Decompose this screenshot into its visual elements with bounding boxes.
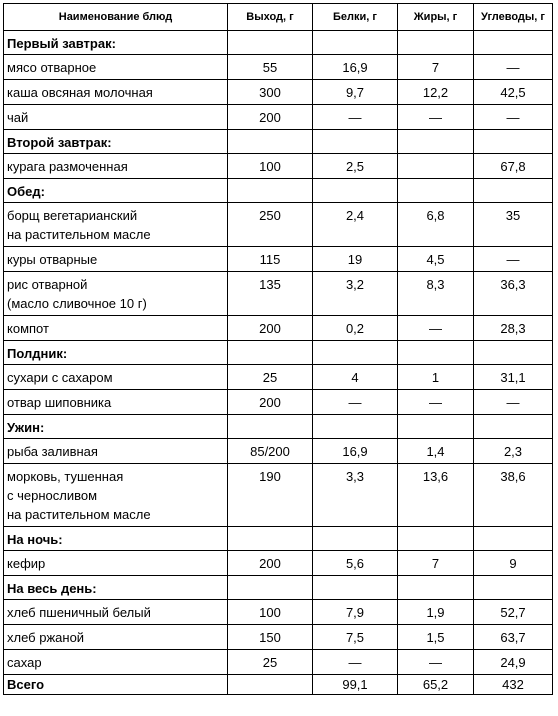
empty-cell (313, 179, 398, 203)
section-row (4, 527, 553, 551)
protein-cell: 2,5 (313, 154, 398, 179)
carbs-cell: 63,7 (474, 625, 553, 650)
fat-cell: 8,3 (398, 272, 474, 316)
output-cell: 135 (228, 272, 313, 316)
empty-cell (228, 179, 313, 203)
table-row (4, 105, 553, 130)
dish-name-cell: каша овсяная молочная (4, 80, 228, 105)
protein-cell: — (313, 390, 398, 415)
dish-name-cell: хлеб ржаной (4, 625, 228, 650)
carbs-cell: 36,3 (474, 272, 553, 316)
carbs-cell: — (474, 105, 553, 130)
output-cell: 200 (228, 316, 313, 341)
fat-cell: 4,5 (398, 247, 474, 272)
protein-cell: — (313, 105, 398, 130)
carbs-cell: 31,1 (474, 365, 553, 390)
empty-cell (228, 576, 313, 600)
output-cell: 200 (228, 551, 313, 576)
output-cell: 115 (228, 247, 313, 272)
empty-cell (313, 130, 398, 154)
carbs-cell: 24,9 (474, 650, 553, 675)
fat-cell: 7 (398, 551, 474, 576)
carbs-cell: — (474, 247, 553, 272)
table-row (4, 272, 553, 316)
protein-cell: 4 (313, 365, 398, 390)
dish-name-cell: хлеб пшеничный белый (4, 600, 228, 625)
menu-table-container (3, 3, 553, 695)
section-title: Обед: (4, 179, 228, 203)
fat-cell: 65,2 (398, 675, 474, 695)
fat-cell: 7 (398, 55, 474, 80)
output-cell: 85/200 (228, 439, 313, 464)
fat-cell: 6,8 (398, 203, 474, 247)
table-row (4, 439, 553, 464)
protein-cell: 3,3 (313, 464, 398, 527)
fat-cell: 12,2 (398, 80, 474, 105)
section-title: Полдник: (4, 341, 228, 365)
output-cell: 250 (228, 203, 313, 247)
dish-name-cell: отвар шиповника (4, 390, 228, 415)
fat-cell: 1,5 (398, 625, 474, 650)
dish-name-cell: компот (4, 316, 228, 341)
protein-cell: 16,9 (313, 55, 398, 80)
output-cell: 100 (228, 600, 313, 625)
dish-name-cell: борщ вегетарианский на растительном масле (4, 203, 228, 247)
carbs-cell: 38,6 (474, 464, 553, 527)
carbs-cell: 432 (474, 675, 553, 695)
protein-cell: 3,2 (313, 272, 398, 316)
protein-cell: 99,1 (313, 675, 398, 695)
table-row (4, 650, 553, 675)
protein-cell: 19 (313, 247, 398, 272)
output-cell: 190 (228, 464, 313, 527)
empty-cell (313, 527, 398, 551)
section-row (4, 31, 553, 55)
empty-cell (474, 31, 553, 55)
table-row (4, 390, 553, 415)
table-row (4, 551, 553, 576)
table-body (4, 31, 553, 695)
protein-cell: 16,9 (313, 439, 398, 464)
empty-cell (398, 130, 474, 154)
fat-cell: 1 (398, 365, 474, 390)
empty-cell (398, 179, 474, 203)
table-row (4, 247, 553, 272)
output-cell: 100 (228, 154, 313, 179)
table-row (4, 80, 553, 105)
table-row (4, 316, 553, 341)
protein-cell: 7,9 (313, 600, 398, 625)
section-title: Второй завтрак: (4, 130, 228, 154)
protein-cell: 9,7 (313, 80, 398, 105)
empty-cell (398, 576, 474, 600)
section-title: Первый завтрак: (4, 31, 228, 55)
output-cell: 300 (228, 80, 313, 105)
dish-name-cell: курага размоченная (4, 154, 228, 179)
empty-cell (398, 341, 474, 365)
carbs-cell: 2,3 (474, 439, 553, 464)
carbs-cell: — (474, 55, 553, 80)
header-fat: Жиры, г (398, 4, 474, 31)
empty-cell (228, 130, 313, 154)
section-row (4, 576, 553, 600)
empty-cell (474, 527, 553, 551)
fat-cell (398, 154, 474, 179)
carbs-cell: 67,8 (474, 154, 553, 179)
header-output: Выход, г (228, 4, 313, 31)
fat-cell: — (398, 105, 474, 130)
table-row (4, 625, 553, 650)
fat-cell: 1,4 (398, 439, 474, 464)
dish-name-cell: рыба заливная (4, 439, 228, 464)
fat-cell: — (398, 390, 474, 415)
section-row (4, 130, 553, 154)
dish-name-cell: сухари с сахаром (4, 365, 228, 390)
total-row (4, 675, 553, 695)
output-cell: 200 (228, 390, 313, 415)
fat-cell: 1,9 (398, 600, 474, 625)
empty-cell (474, 576, 553, 600)
fat-cell: — (398, 650, 474, 675)
dish-name-cell: мясо отварное (4, 55, 228, 80)
header-row (4, 4, 553, 31)
fat-cell: 13,6 (398, 464, 474, 527)
empty-cell (398, 527, 474, 551)
section-row (4, 415, 553, 439)
section-row (4, 341, 553, 365)
protein-cell: 0,2 (313, 316, 398, 341)
empty-cell (228, 341, 313, 365)
table-row (4, 55, 553, 80)
dish-name-cell: морковь, тушенная с черносливом на растительном масле (4, 464, 228, 527)
protein-cell: — (313, 650, 398, 675)
table-row (4, 600, 553, 625)
empty-cell (228, 31, 313, 55)
dish-name-cell: кефир (4, 551, 228, 576)
output-cell (228, 675, 313, 695)
output-cell: 25 (228, 650, 313, 675)
header-protein: Белки, г (313, 4, 398, 31)
empty-cell (474, 415, 553, 439)
empty-cell (474, 179, 553, 203)
empty-cell (474, 341, 553, 365)
output-cell: 25 (228, 365, 313, 390)
carbs-cell: 52,7 (474, 600, 553, 625)
protein-cell: 2,4 (313, 203, 398, 247)
dish-name-cell: рис отварной (масло сливочное 10 г) (4, 272, 228, 316)
carbs-cell: 28,3 (474, 316, 553, 341)
table-row (4, 154, 553, 179)
output-cell: 55 (228, 55, 313, 80)
empty-cell (313, 576, 398, 600)
section-row (4, 179, 553, 203)
header-carbs: Углеводы, г (474, 4, 553, 31)
dish-name-cell: сахар (4, 650, 228, 675)
section-title: На ночь: (4, 527, 228, 551)
empty-cell (398, 415, 474, 439)
table-header (4, 4, 553, 31)
table-row (4, 464, 553, 527)
empty-cell (228, 527, 313, 551)
protein-cell: 7,5 (313, 625, 398, 650)
dish-name-cell: чай (4, 105, 228, 130)
carbs-cell: 35 (474, 203, 553, 247)
header-dish: Наименование блюд (4, 4, 228, 31)
carbs-cell: 42,5 (474, 80, 553, 105)
empty-cell (228, 415, 313, 439)
carbs-cell: — (474, 390, 553, 415)
fat-cell: — (398, 316, 474, 341)
empty-cell (313, 415, 398, 439)
table-row (4, 203, 553, 247)
empty-cell (398, 31, 474, 55)
carbs-cell: 9 (474, 551, 553, 576)
empty-cell (313, 341, 398, 365)
empty-cell (313, 31, 398, 55)
output-cell: 200 (228, 105, 313, 130)
empty-cell (474, 130, 553, 154)
section-title: На весь день: (4, 576, 228, 600)
section-title: Ужин: (4, 415, 228, 439)
menu-table (3, 3, 553, 695)
dish-name-cell: куры отварные (4, 247, 228, 272)
table-row (4, 365, 553, 390)
protein-cell: 5,6 (313, 551, 398, 576)
output-cell: 150 (228, 625, 313, 650)
dish-name-cell: Всего (4, 675, 228, 695)
